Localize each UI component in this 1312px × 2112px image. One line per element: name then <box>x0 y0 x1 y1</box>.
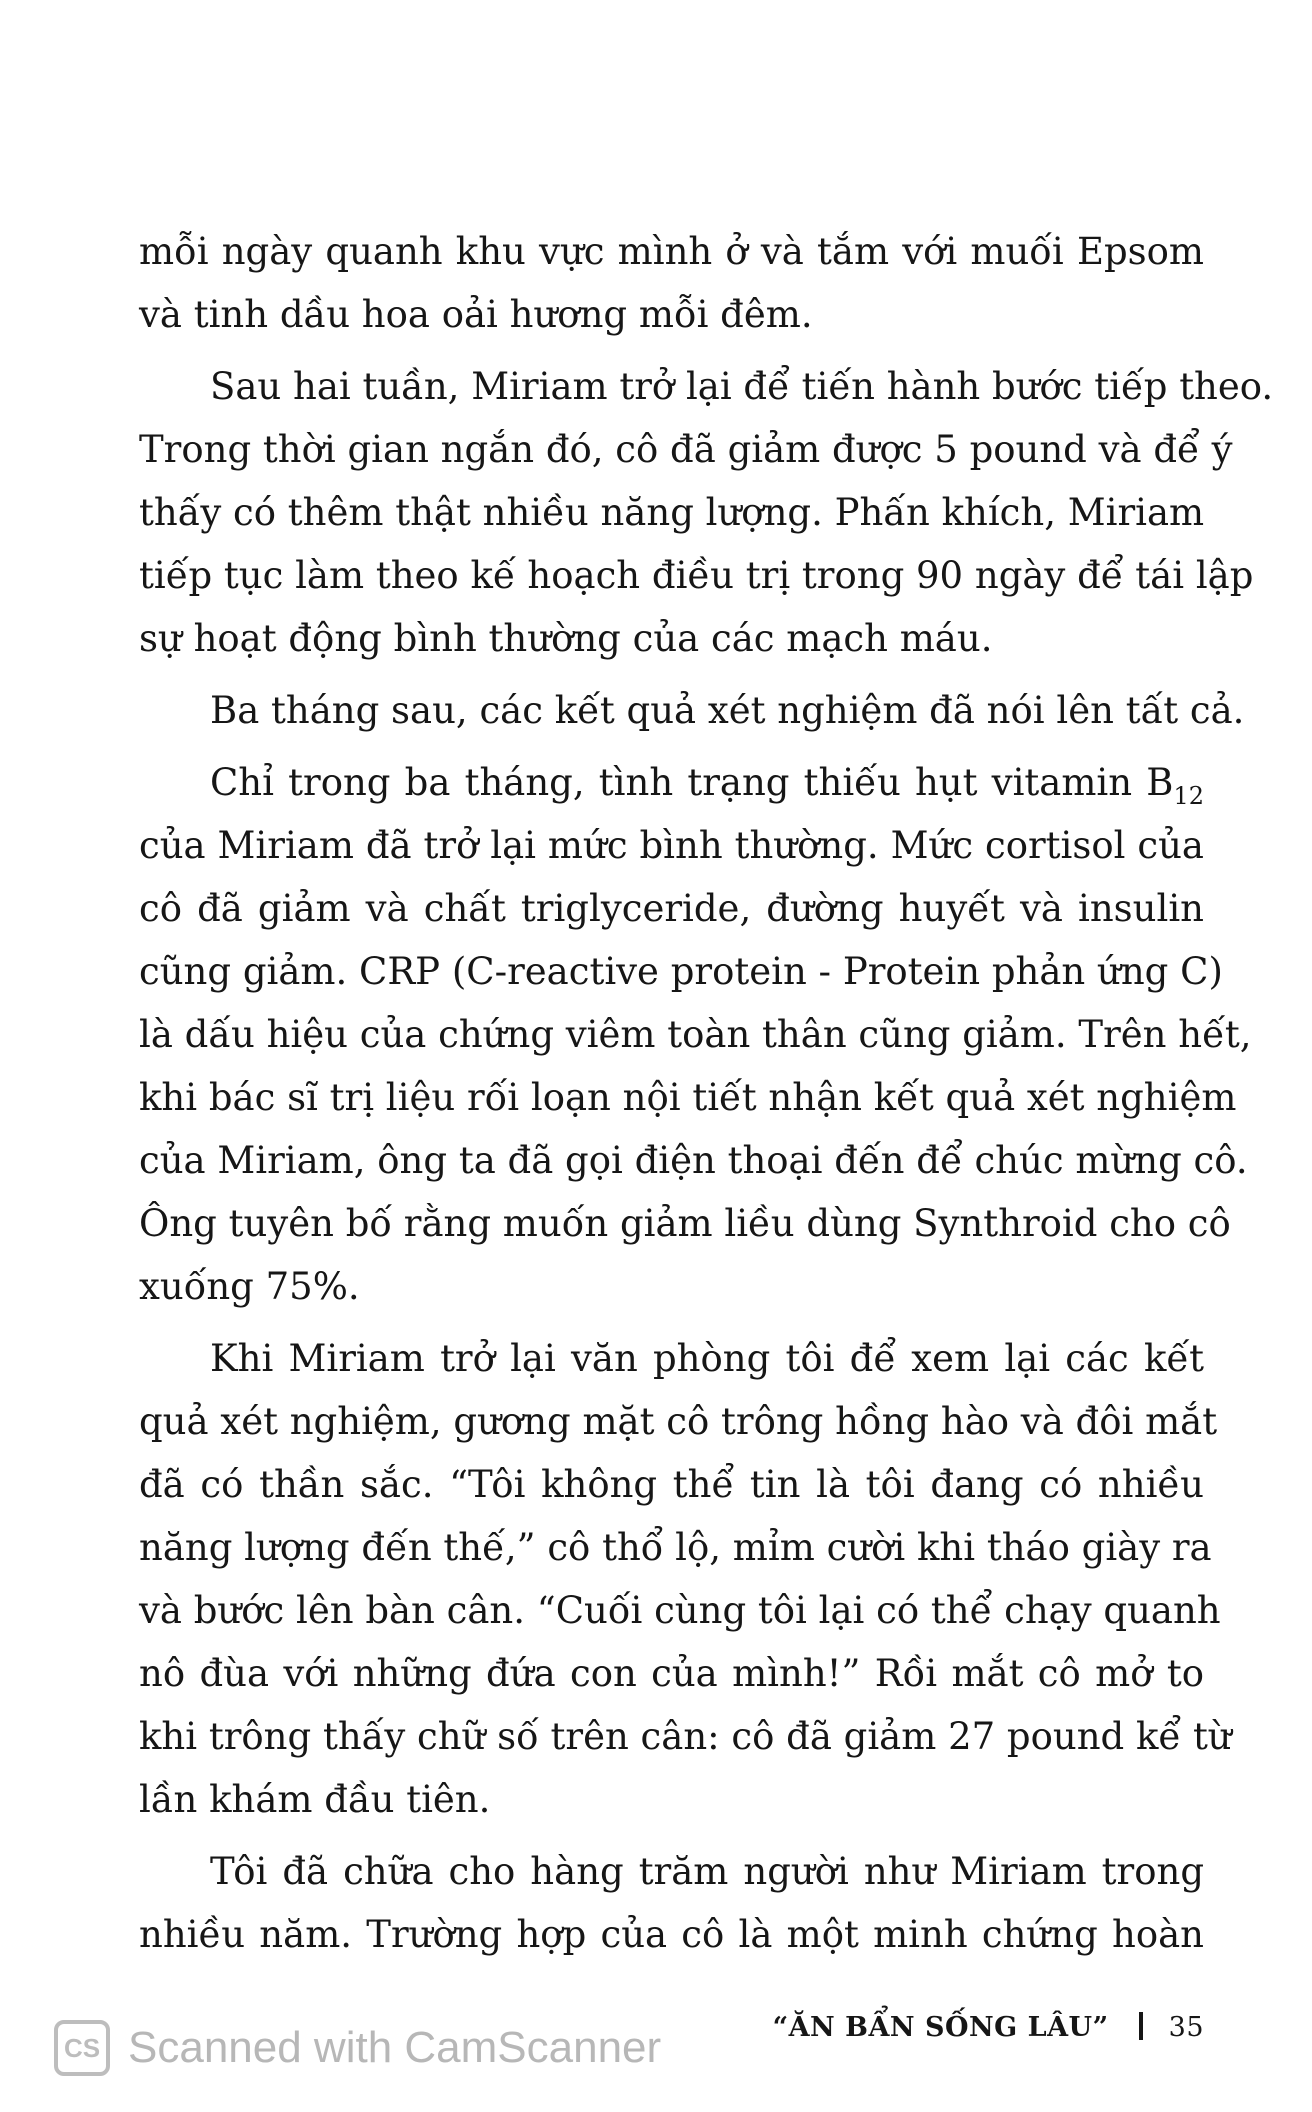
text-fragment: Chỉ trong ba tháng, tình trạng thiếu hụt vitamin B <box>210 761 1174 804</box>
text-line: Tôi đã chữa cho hàng trăm người như Miriam trong <box>210 1850 1204 1893</box>
camscanner-logo-icon: CS <box>54 2020 110 2076</box>
text-line: mỗi ngày quanh khu vực mình ở và tắm với muối Epsom <box>139 230 1204 273</box>
scanner-watermark <box>54 2020 661 2076</box>
text-line: và bước lên bàn cân. “Cuối cùng tôi lại có thể chạy quanh <box>139 1589 1221 1632</box>
text-line: năng lượng đến thế,” cô thổ lộ, mỉm cười khi tháo giày ra <box>139 1526 1212 1569</box>
text-line: Trong thời gian ngắn đó, cô đã giảm được 5 pound và để ý <box>139 428 1233 471</box>
text-line: của Miriam, ông ta đã gọi điện thoại đến để chúc mừng cô. <box>139 1139 1248 1182</box>
book-title: “ĂN BẨN SỐNG LÂU” <box>772 2012 1109 2043</box>
page-body-text <box>139 220 1274 1966</box>
text-line: lần khám đầu tiên. <box>139 1778 491 1821</box>
watermark-text: Scanned with CamScanner <box>128 2023 662 2072</box>
text-line: Khi Miriam trở lại văn phòng tôi để xem lại các kết <box>210 1337 1204 1380</box>
text-line: Ba tháng sau, các kết quả xét nghiệm đã nói lên tất cả. <box>210 689 1245 732</box>
text-line: của Miriam đã trở lại mức bình thường. Mức cortisol của <box>139 824 1204 867</box>
text-line: tiếp tục làm theo kế hoạch điều trị trong 90 ngày để tái lập <box>139 554 1254 597</box>
text-line: sự hoạt động bình thường của các mạch máu. <box>139 617 993 660</box>
text-line: quả xét nghiệm, gương mặt cô trông hồng hào và đôi mắt <box>139 1400 1218 1443</box>
text-line: Sau hai tuần, Miriam trở lại để tiến hành bước tiếp theo. <box>210 365 1274 408</box>
text-line: nô đùa với những đứa con của mình!” Rồi mắt cô mở to <box>139 1652 1204 1695</box>
text-line: xuống 75%. <box>139 1265 360 1308</box>
text-line: cũng giảm. CRP (C-reactive protein - Protein phản ứng C) <box>139 950 1223 993</box>
text-line: là dấu hiệu của chứng viêm toàn thân cũng giảm. Trên hết, <box>139 1013 1252 1056</box>
text-line: đã có thần sắc. “Tôi không thể tin là tôi đang có nhiều <box>139 1463 1204 1506</box>
footer-divider <box>1139 2012 1143 2040</box>
page-number: 35 <box>1168 2012 1204 2043</box>
running-footer <box>773 2012 1204 2043</box>
text-line: thấy có thêm thật nhiều năng lượng. Phấn khích, Miriam <box>139 491 1205 534</box>
text-line: khi trông thấy chữ số trên cân: cô đã giảm 27 pound kể từ <box>139 1715 1232 1758</box>
text-line-with-subscript <box>139 751 1204 814</box>
subscript-12: 12 <box>1173 782 1204 810</box>
text-line: và tinh dầu hoa oải hương mỗi đêm. <box>139 293 813 336</box>
text-line: nhiều năm. Trường hợp của cô là một minh chứng hoàn <box>139 1913 1204 1956</box>
text-line: Ông tuyên bố rằng muốn giảm liều dùng Synthroid cho cô <box>139 1202 1231 1245</box>
text-line: khi bác sĩ trị liệu rối loạn nội tiết nhận kết quả xét nghiệm <box>139 1076 1237 1119</box>
text-line: cô đã giảm và chất triglyceride, đường huyết và insulin <box>139 887 1204 930</box>
